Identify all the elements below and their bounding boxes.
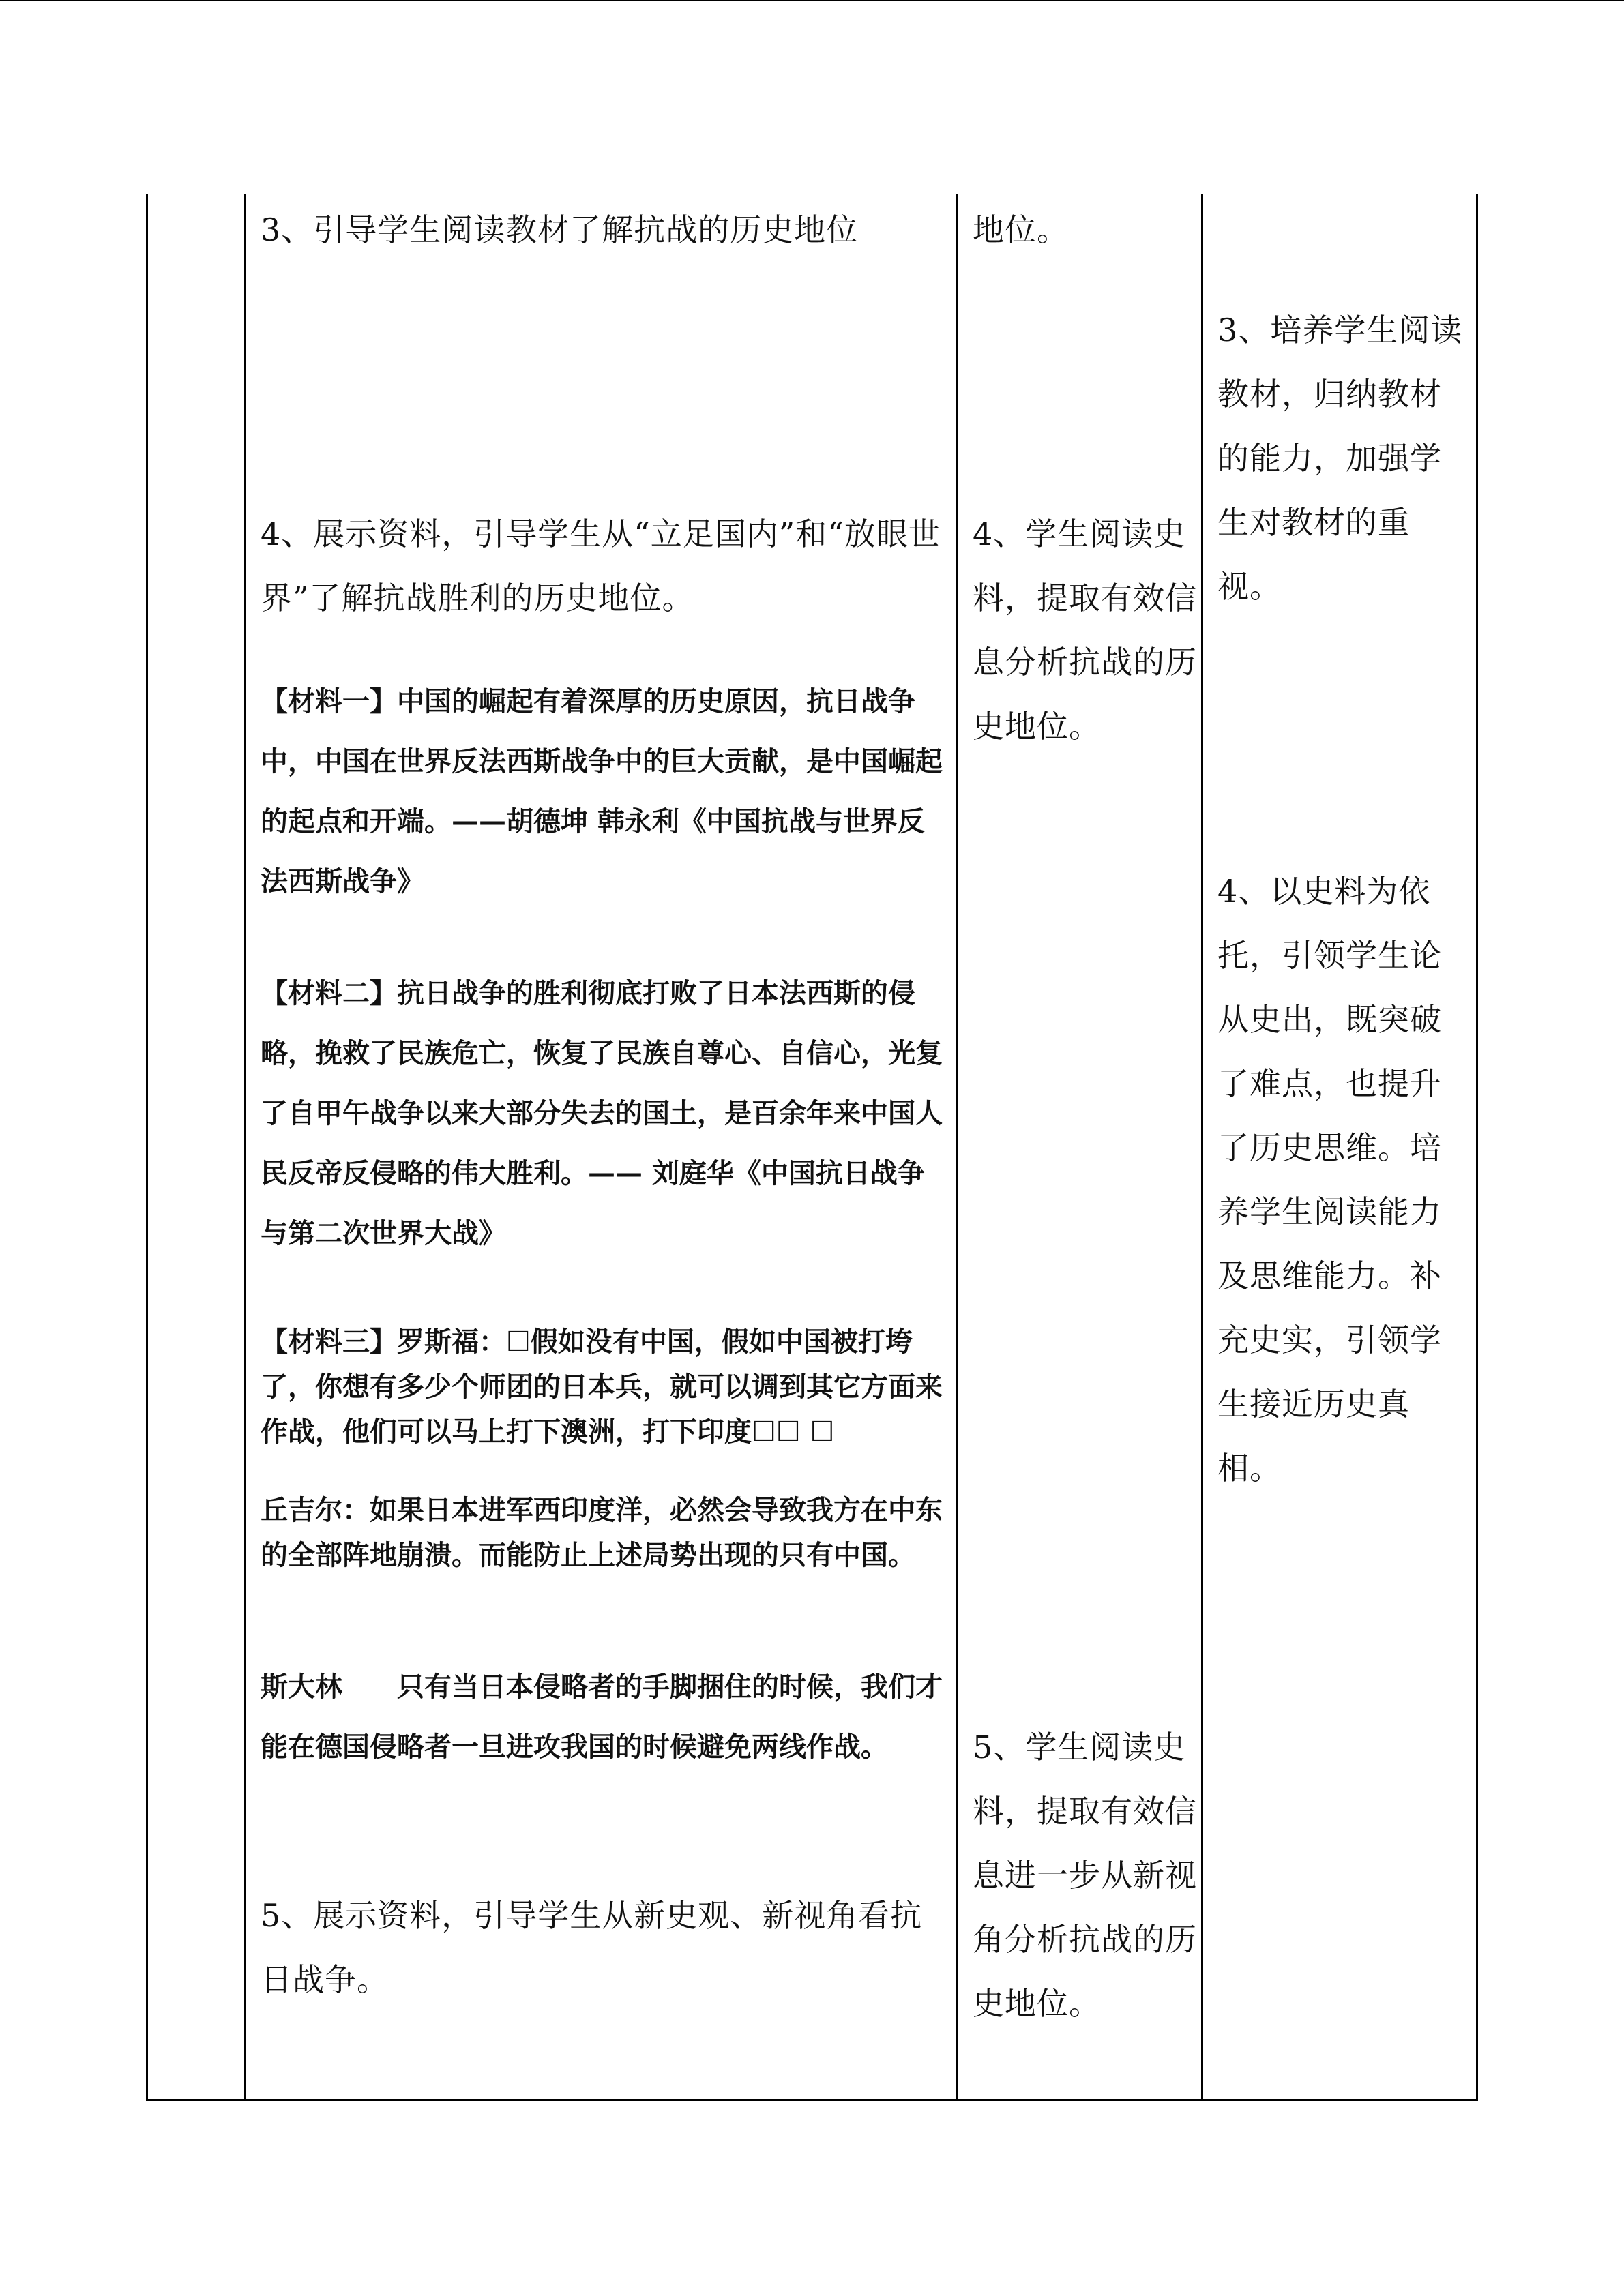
teacher-step-3: 3、引导学生阅读教材了解抗战的历史地位: [261, 211, 859, 248]
quote-churchill: 丘吉尔：如果日本进军西印度洋，必然会导致我方在中东的全部阵地崩溃。而能防止上述局势出现的只有中国。: [261, 1495, 943, 1571]
material-1: 【材料一】中国的崛起有着深厚的历史原因，抗日战争中，中国在世界反法西斯战争中的巨大贡献，是中国崛起的起点和开端。——胡德坤 韩永利《中国抗战与世界反法西斯战争》: [261, 686, 943, 897]
teacher-step-4: 4、展示资料，引导学生从“立足国内”和“放眼世界”了解抗战胜利的历史地位。: [261, 516, 941, 616]
quote-stalin: 斯大林 只有当日本侵略者的手脚捆住的时候，我们才能在德国侵略者一旦进攻我国的时候避免两线作战。: [261, 1671, 943, 1763]
material-2: 【材料二】抗日战争的胜利彻底打败了日本法西斯的侵略，挽救了民族危亡，恢复了民族自尊心、自信心，光复了自甲午战争以来大部分失去的国土，是百余年来中国人民反帝反侵略的伟大胜利。—— 刘庭华《中国抗日战争与第二次世界大战》: [261, 978, 943, 1249]
column-divider-3: [1201, 194, 1203, 2101]
student-step-4: 4、学生阅读史料，提取有效信息分析抗战的历史地位。: [973, 516, 1197, 745]
table-border-left: [146, 194, 148, 2101]
column-divider-2: [956, 194, 958, 2101]
design-intent-3: 3、培养学生阅读教材，归纳教材的能力，加强学生对教材的重视。: [1217, 312, 1463, 605]
page-top-border: [0, 0, 1624, 1]
table-border-right: [1476, 194, 1478, 2101]
table-border-bottom: [146, 2099, 1478, 2101]
column-divider-1: [244, 194, 246, 2101]
teacher-step-5: 5、展示资料，引导学生从新史观、新视角看抗日战争。: [261, 1897, 923, 1998]
design-intent-4: 4、以史料为依托，引领学生论从史出，既突破了难点，也提升了历史思维。培养学生阅读能力及思维能力。补充史实，引领学生接近历史真相。: [1217, 873, 1442, 1487]
student-step-5: 5、学生阅读史料，提取有效信息进一步从新视角分析抗战的历史地位。: [973, 1729, 1197, 2022]
student-cont: 地位。: [973, 211, 1069, 248]
material-3: 【材料三】罗斯福：☐假如没有中国，假如中国被打垮了，你想有多少个师团的日本兵，就可以调到其它方面来作战，他们可以马上打下澳洲，打下印度☐☐ ☐: [261, 1326, 943, 1448]
